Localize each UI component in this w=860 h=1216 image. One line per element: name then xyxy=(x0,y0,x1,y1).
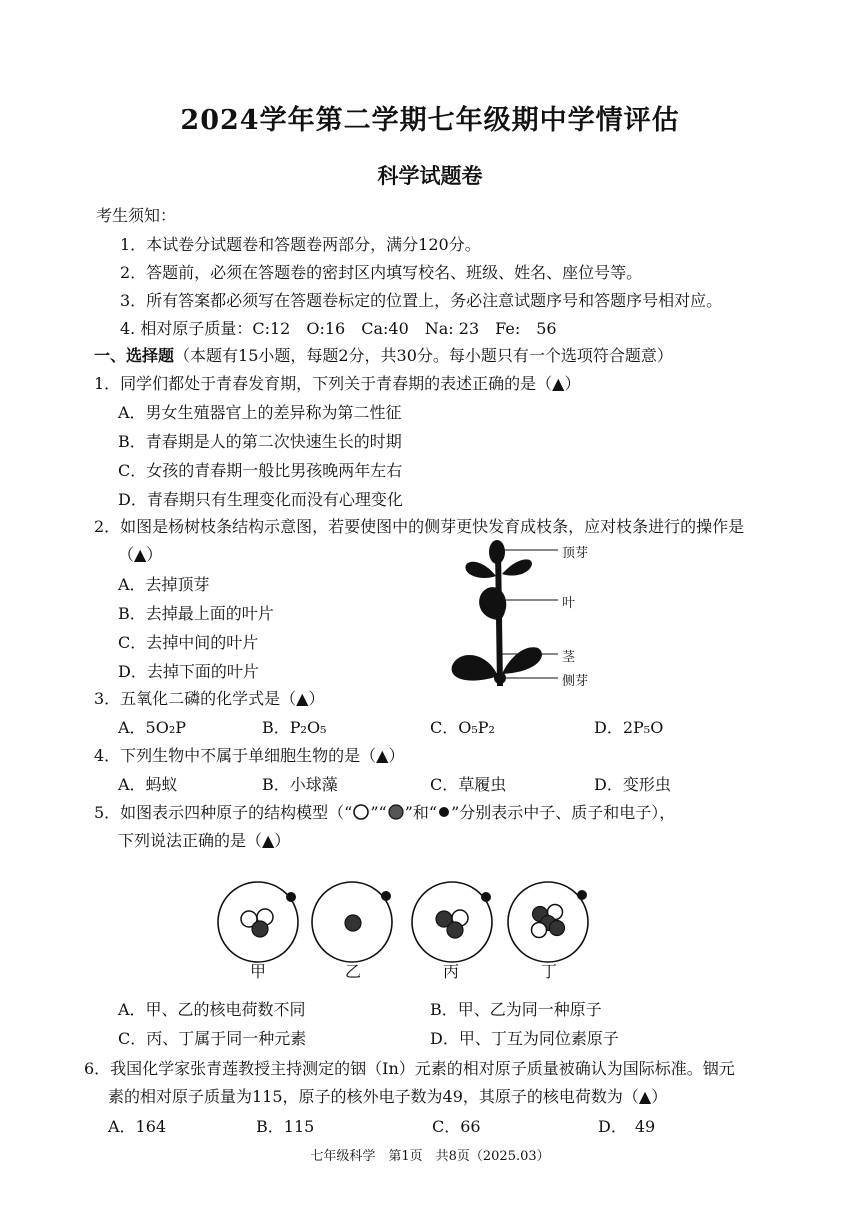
page-title: 2024学年第二学期七年级期中学情评估 xyxy=(180,105,680,136)
q5-stem-part: 5．如图表示四种原子的结构模型（“ xyxy=(94,803,353,822)
q3-option-b: B．P₂O₅ xyxy=(262,718,327,737)
section-desc: （本题有15小题，每题2分，共30分。每小题只有一个选项符合题意） xyxy=(174,346,673,365)
q5-option-c: C．丙、丁属于同一种元素 xyxy=(118,1029,307,1048)
question-6-stem: 6．我国化学家张青莲教授主持测定的铟（In）元素的相对原子质量被确认为国际标准。铟元 xyxy=(84,1059,735,1078)
question-5-stem xyxy=(94,803,675,823)
q6-option-d: D． 49 xyxy=(598,1117,656,1136)
q6-option-a: A．164 xyxy=(108,1117,167,1136)
notice-item: 3．所有答案都必须写在答题卷标定的位置上，务必注意试题序号和答题序号相对应。 xyxy=(120,291,723,310)
figure-label-leaf: 叶 xyxy=(562,596,576,611)
q1-option-c: C．女孩的青春期一般比男孩晚两年左右 xyxy=(118,461,403,480)
q1-option-b: B．青春期是人的第二次快速生长的时期 xyxy=(118,432,402,451)
atom-label-bing: 丙 xyxy=(443,962,460,981)
q5-option-b: B．甲、乙为同一种原子 xyxy=(430,1000,602,1019)
q3-option-a: A．5O₂P xyxy=(118,718,187,737)
atom-label-ding: 丁 xyxy=(541,962,558,981)
q6-option-b: B．115 xyxy=(256,1117,315,1136)
q4-option-a: A．蚂蚁 xyxy=(118,775,178,794)
q3-option-c: C．O₅P₂ xyxy=(430,718,495,737)
proton-symbol-icon xyxy=(387,803,405,821)
question-3-stem: 3．五氧化二磷的化学式是（▲） xyxy=(94,689,325,708)
q4-option-d: D．变形虫 xyxy=(594,775,671,794)
section-label: 一、选择题 xyxy=(94,346,175,365)
q2-option-b: B．去掉最上面的叶片 xyxy=(118,604,274,623)
question-6-stem-cont: 素的相对原子质量为115，原子的核外电子数为49，其原子的核电荷数为（▲） xyxy=(108,1087,668,1106)
q5-stem-part: ”分别表示中子、质子和电子）， xyxy=(451,803,676,822)
figure-label-lateral-bud: 侧芽 xyxy=(562,674,589,689)
q3-option-d: D．2P₅O xyxy=(594,718,664,737)
notice-item: 4. 相对原子质量：C:12 O:16 Ca:40 Na: 23 Fe: 56 xyxy=(120,319,557,338)
atom-label-yi: 乙 xyxy=(345,962,362,981)
atom-ding xyxy=(508,882,588,962)
q2-option-d: D．去掉下面的叶片 xyxy=(118,662,259,681)
q6-option-c: C．66 xyxy=(432,1117,481,1136)
q2-option-c: C．去掉中间的叶片 xyxy=(118,633,259,652)
atom-models-figure xyxy=(210,872,610,972)
figure-label-terminal-bud: 顶芽 xyxy=(562,546,589,561)
atom-label-jia: 甲 xyxy=(250,962,267,981)
electron-symbol-icon xyxy=(437,805,451,819)
atom-bing xyxy=(412,882,492,962)
notice-item: 1．本试卷分试题卷和答题卷两部分，满分120分。 xyxy=(120,235,481,254)
neutron-symbol-icon xyxy=(352,803,370,821)
notice-item: 2．答题前，必须在答题卷的密封区内填写校名、班级、姓名、座位号等。 xyxy=(120,263,643,282)
figure-label-stem: 茎 xyxy=(562,650,576,665)
question-2-stem-cont: （▲） xyxy=(118,545,163,564)
q5-stem-part: ”“ xyxy=(370,803,387,822)
question-1-stem: 1．同学们都处于青春发育期，下列关于青春期的表述正确的是（▲） xyxy=(94,374,581,393)
q4-option-c: C．草履虫 xyxy=(430,775,507,794)
q5-option-d: D．甲、丁互为同位素原子 xyxy=(430,1029,619,1048)
question-2-stem: 2．如图是杨树枝条结构示意图，若要使图中的侧芽更快发育成枝条，应对枝条进行的操作是 xyxy=(94,517,745,536)
atom-yi xyxy=(312,882,392,962)
question-5-stem-cont: 下列说法正确的是（▲） xyxy=(118,831,291,850)
q1-option-d: D．青春期只有生理变化而没有心理变化 xyxy=(118,490,403,509)
q1-option-a: A．男女生殖器官上的差异称为第二性征 xyxy=(118,403,402,422)
question-4-stem: 4．下列生物中不属于单细胞生物的是（▲） xyxy=(94,746,405,765)
page-subtitle: 科学试题卷 xyxy=(377,163,483,188)
section-heading xyxy=(94,346,673,366)
atom-jia xyxy=(218,882,298,962)
q2-option-a: A．去掉顶芽 xyxy=(118,575,210,594)
q5-option-a: A．甲、乙的核电荷数不同 xyxy=(118,1000,306,1019)
notice-heading: 考生须知： xyxy=(96,206,177,225)
q5-stem-part: ”和“ xyxy=(404,803,438,822)
page-footer: 七年级科学 第1页 共8页（2025.03） xyxy=(310,1149,550,1164)
q4-option-b: B．小球藻 xyxy=(262,775,338,794)
